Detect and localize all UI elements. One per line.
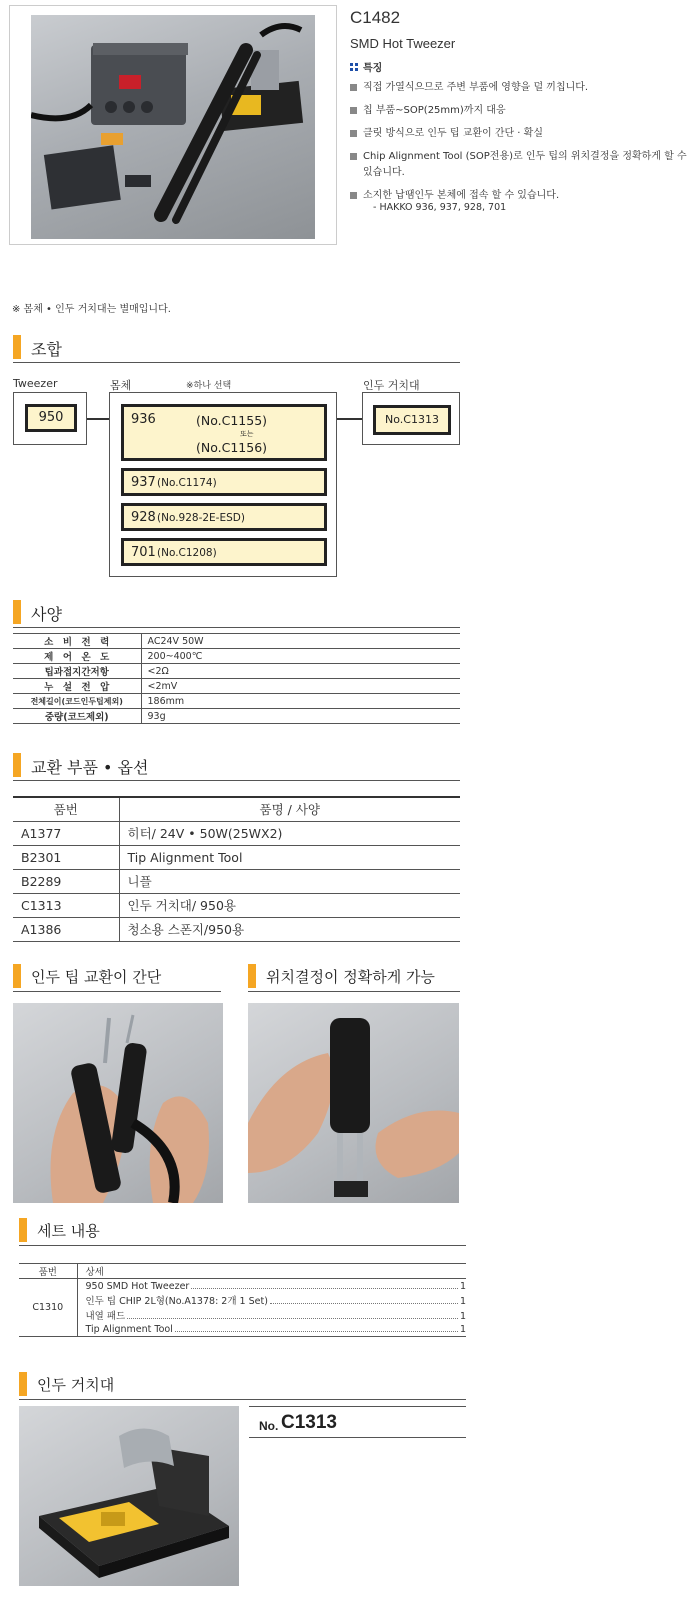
positioning-photo xyxy=(248,1003,459,1203)
compat-note: - HAKKO 936, 937, 928, 701 xyxy=(373,202,507,213)
square-bullet-icon xyxy=(350,153,357,160)
grid-bullet-icon xyxy=(350,63,358,71)
positioning-heading: 위치결정이 정확하게 가능 xyxy=(266,968,435,986)
square-bullet-icon xyxy=(350,107,357,114)
orange-bar-icon xyxy=(13,753,21,777)
orange-bar-icon xyxy=(13,600,21,624)
stand-code: C1313 xyxy=(281,1412,337,1433)
orange-bar-icon xyxy=(19,1372,27,1396)
product-code: C1482 xyxy=(350,8,401,27)
table-row: 내열 패드 1 xyxy=(85,1310,466,1322)
product-name: SMD Hot Tweezer xyxy=(350,36,456,51)
table-row: 제 어 온 도 200~400℃ xyxy=(13,649,460,664)
table-row: 누 설 전 압 <2mV xyxy=(13,679,460,694)
features-title: 특징 xyxy=(363,63,383,74)
feature-item: 소지한 납땜인두 본체에 접속 할 수 있습니다. - HAKKO 936, 937, 928, 701 xyxy=(350,188,690,216)
tip-change-header xyxy=(13,964,221,992)
feature-item: Chip Alignment Tool (SOP전용)로 인두 팁의 위치결정을 정확하게 할 수 있습니다. xyxy=(350,149,690,181)
body-box xyxy=(109,392,337,577)
table-row: 전체길이(코드인두팁제외) 186mm xyxy=(13,694,460,709)
orange-bar-icon xyxy=(13,335,21,359)
feature-item: 칩 부품~SOP(25mm)까지 대응 xyxy=(350,103,690,119)
body-option-928: 928 (No.928-2E-ESD) xyxy=(121,503,327,531)
feature-item: 클릿 방식으로 인두 팁 교환이 간단 · 확실 xyxy=(350,126,690,142)
product-photo xyxy=(31,15,315,239)
stand-value: No.C1313 xyxy=(373,405,451,435)
feature-item: 직접 가열식으므로 주변 부품에 영향을 덜 끼칩니다. xyxy=(350,80,690,96)
tip-change-heading: 인두 팁 교환이 간단 xyxy=(31,968,162,986)
tweezer-label: Tweezer xyxy=(13,377,58,390)
tip-change-photo xyxy=(13,1003,223,1203)
table-row: A1386 청소용 스폰지/950용 xyxy=(13,917,460,941)
table-row: A1377 히터/ 24V • 50W(25WX2) xyxy=(13,821,460,845)
table-row: B2301 Tip Alignment Tool xyxy=(13,845,460,869)
table-row: 팁과접지간저항 <2Ω xyxy=(13,664,460,679)
stand-no-prefix: No. xyxy=(259,1419,279,1433)
stand-photo xyxy=(19,1406,239,1586)
orange-bar-icon xyxy=(13,964,21,988)
spec-table xyxy=(13,633,460,724)
table-row: C1310 950 SMD Hot Tweezer 1 xyxy=(19,1279,466,1294)
connector-line xyxy=(337,418,362,420)
tweezer-box xyxy=(13,392,87,445)
options-table xyxy=(13,796,460,942)
spec-section-header xyxy=(13,600,460,628)
set-heading: 세트 내용 xyxy=(37,1222,100,1240)
set-section-header xyxy=(19,1218,466,1246)
stand-box xyxy=(362,392,460,445)
combination-heading: 조합 xyxy=(31,340,62,359)
stand-label: 인두 거치대 xyxy=(363,379,420,392)
spec-heading: 사양 xyxy=(31,605,62,624)
tweezer-value: 950 xyxy=(25,404,77,432)
separate-sale-note: ※ 몸체 • 인두 거치대는 별매입니다. xyxy=(12,304,171,315)
stand-heading: 인두 거치대 xyxy=(37,1376,115,1394)
body-select-note: ※하나 선택 xyxy=(186,381,232,391)
body-option-701: 701 (No.C1208) xyxy=(121,538,327,566)
options-heading: 교환 부품 • 옵션 xyxy=(31,758,149,777)
square-bullet-icon xyxy=(350,130,357,137)
features-heading xyxy=(350,59,382,74)
orange-bar-icon xyxy=(248,964,256,988)
stand-section-header xyxy=(19,1372,466,1400)
table-row: Tip Alignment Tool 1 xyxy=(19,1322,466,1337)
product-photo-frame xyxy=(9,5,337,245)
body-label: 몸체 xyxy=(110,379,132,392)
set-table xyxy=(19,1263,466,1337)
body-option-937: 937 (No.C1174) xyxy=(121,468,327,496)
features-list xyxy=(350,80,690,223)
table-row: 소 비 전 력 AC24V 50W xyxy=(13,634,460,649)
stand-code-box xyxy=(249,1406,466,1438)
combination-section-header xyxy=(13,335,460,363)
table-row: 중량(코드제외) 93g xyxy=(13,709,460,724)
table-row: B2289 니플 xyxy=(13,869,460,893)
orange-bar-icon xyxy=(19,1218,27,1242)
table-row: 인두 팁 CHIP 2L형(No.A1378: 2개 1 Set) 1 xyxy=(85,1296,466,1308)
positioning-header xyxy=(248,964,460,992)
square-bullet-icon xyxy=(350,84,357,91)
square-bullet-icon xyxy=(350,192,357,199)
connector-line xyxy=(87,418,109,420)
table-header-row: 품번 상세 xyxy=(19,1264,466,1279)
table-header-row: 품번 품명 / 사양 xyxy=(13,797,460,821)
table-row: C1313 인두 거치대/ 950용 xyxy=(13,893,460,917)
options-section-header xyxy=(13,753,460,781)
body-option-936: 936 (No.C1155) 또는 (No.C1156) xyxy=(121,404,327,461)
